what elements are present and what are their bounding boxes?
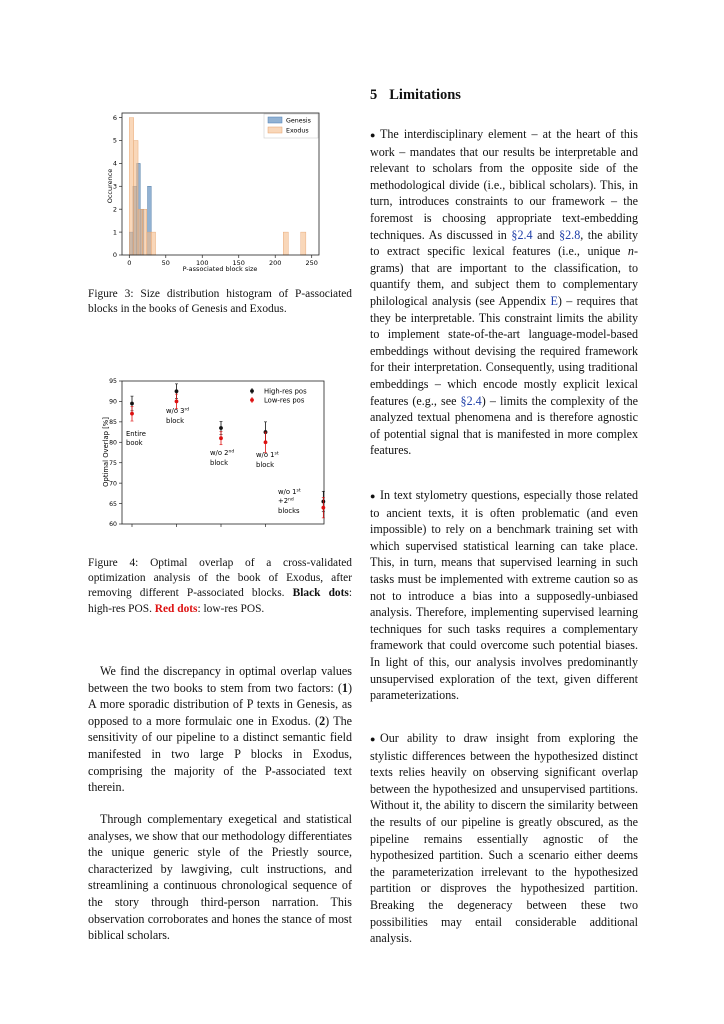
histogram-bar-exodus-1 — [134, 140, 138, 255]
ref-section-2-8[interactable]: §2.8 — [559, 227, 581, 242]
figure-3-caption: Figure 3: Size distribution histogram of P-associated blocks in the books of Genesis and Exodus. — [88, 288, 352, 316]
histogram-bar-exodus-2 — [138, 209, 142, 255]
histogram-bar-exodus-3 — [142, 209, 146, 255]
histogram-xtick-3: 150 — [232, 259, 245, 267]
histogram-ytick-1: 1 — [112, 228, 117, 237]
histogram-ylabel: Occurence — [106, 168, 114, 204]
annotation-wo-1st-2nd-3: blocks — [278, 507, 300, 515]
legend-marker-high-res — [250, 389, 254, 393]
histogram-ytick-0: 0 — [112, 251, 117, 260]
annotation-entire-book-2: book — [126, 439, 143, 447]
point-high-res-0 — [130, 402, 134, 406]
annotation-wo-1st-2nd-2: +2nd — [278, 497, 294, 505]
histogram-ytick-4: 4 — [112, 159, 117, 168]
scatter-ytick-7: 95 — [109, 378, 117, 386]
point-low-res-2 — [219, 436, 223, 440]
ref-section-2-4[interactable]: §2.4 — [511, 227, 533, 242]
annotation-wo-2nd-2: block — [210, 459, 229, 467]
histogram-bar-exodus-7 — [301, 232, 306, 255]
legend-label-genesis: Genesis — [286, 117, 311, 125]
legend-label-low-res: Low-res pos — [264, 396, 305, 405]
scatter-annotations — [126, 407, 301, 516]
point-low-res-4 — [321, 506, 325, 510]
point-low-res-1 — [175, 400, 179, 404]
point-low-res-3 — [264, 440, 268, 444]
point-low-res-0 — [130, 412, 134, 416]
annotation-wo-3rd-2: block — [166, 417, 185, 425]
histogram-xtick-5: 250 — [305, 259, 318, 267]
figure-4-caption: Figure 4: Optimal overlap of a cross-validated optimization analysis of the book of Exodus, after removing different P-associated blocks. Black dots: high-res POS. Red dots: low-res POS. — [88, 557, 353, 615]
caption-red-dots: Red dots — [154, 602, 198, 615]
histogram-ytick-5: 5 — [112, 136, 117, 145]
limitation-bullet-2: ● In text stylometry questions, especially those related to ancient texts, it is often problematic (and even impossible) to rely on a benchmark training set with which supervised statistical learning can take place. This, in turn, means that supervised learning in such tasks must be implemented with extreme caution so as not to introduce a bias into a supposedly-unbiased analysis. Therefore, implementing supervised learning techniques for such tasks requires a complementary framework that could overcome such potential biases. In light of this, our analysis involves predominantly unsupervised exploration of the text, given different parameterizations. — [370, 488, 638, 703]
discrepancy-paragraph: We find the discrepancy in optimal overlap values between the two books to stem from two factors: (1) A more sporadic distribution of P texts in Genesis, as opposed to a more formulaic one in Exodus. (2) The sensitivity of our pipeline to a distinct semantic field manifested in two large P blocks in Exodus, comprising the majority of the P-associated text therein. — [88, 664, 352, 795]
limitation-bullet-3: ● Our ability to draw insight from exploring the stylistic differences between the hypothesized distinct texts relies heavily on observing significant overlap between the hypothesized and unsupervised partitions. Without it, the ability to discern the similarity between the results of our pipeline is greatly obscured, as the pipeline remains essentially agnostic of the hypothesized partition. Such a scenario either deems the parameterization irrelevant to the hypothesized partition or disproves the hypothesized partition. Breaking the degeneracy between these two possibilities may entail considerable additional analysis. — [370, 731, 638, 946]
histogram-ytick-6: 6 — [112, 113, 117, 122]
ref-appendix-e[interactable]: E — [550, 293, 558, 308]
point-high-res-1 — [175, 389, 179, 393]
scatter-ytick-2: 70 — [109, 480, 117, 488]
annotation-wo-1st-2nd: w/o 1st — [278, 488, 301, 496]
histogram-xtick-2: 100 — [196, 259, 209, 267]
annotation-entire-book: Entire — [126, 430, 146, 438]
conclusion-paragraph: Through complementary exegetical and statistical analyses, we show that our methodology differentiates the unique generic style of the Priestly source, characterized by lawgiving, cult instructions, and streamlining a continuous chronological sequence of the story through third-person narration. This observation corroborates and hones the stance of most biblical scholars. — [88, 812, 352, 943]
scatter-ytick-6: 90 — [109, 398, 117, 406]
annotation-wo-2nd: w/o 2nd — [210, 449, 235, 457]
histogram-ytick-3: 3 — [112, 182, 117, 191]
histogram-xlabel: P-associated block size — [182, 265, 258, 273]
legend-swatch-genesis — [268, 117, 282, 123]
legend-swatch-exodus — [268, 127, 282, 133]
annotation-wo-1st-2: block — [256, 461, 275, 469]
histogram-bar-exodus-0 — [129, 118, 133, 255]
scatter-ytick-1: 65 — [109, 500, 117, 508]
annotation-wo-1st: w/o 1st — [256, 451, 279, 459]
section-heading-limitations: 5 Limitations — [370, 87, 461, 103]
caption-black-dots: Black dots — [292, 587, 349, 600]
scatter-legend — [250, 388, 307, 405]
scatter-ytick-5: 85 — [109, 419, 117, 427]
legend-marker-low-res — [250, 398, 254, 402]
histogram-bar-exodus-5 — [151, 232, 155, 255]
scatter-ytick-4: 80 — [109, 439, 117, 447]
scatter-ytick-0: 60 — [109, 521, 117, 529]
legend-label-exodus: Exodus — [286, 127, 309, 135]
histogram-bar-exodus-4 — [147, 232, 151, 255]
scatter-ytick-3: 75 — [109, 459, 117, 467]
legend-label-high-res: High-res pos — [264, 387, 307, 396]
histogram-ytick-2: 2 — [112, 205, 117, 214]
figure-3-histogram — [100, 108, 328, 278]
figure-4-scatter — [100, 376, 332, 532]
point-high-res-2 — [219, 426, 223, 430]
histogram-bar-exodus-6 — [283, 232, 288, 255]
annotation-wo-3rd: w/o 3rd — [166, 407, 190, 415]
histogram-xtick-1: 50 — [161, 259, 170, 267]
histogram-legend — [264, 114, 318, 138]
ref-section-2-4-b[interactable]: §2.4 — [460, 393, 482, 408]
scatter-ylabel: Optimal Overlap [%] — [102, 417, 110, 487]
limitation-bullet-1: ● The interdisciplinary element – at the heart of this work – mandates that our results be interpretable and relevant to scholars from the opposite side of the methodological divide (i.e., biblical scholars). This, in turn, introduces constraints to our framework – the foremost is choosing appropriate text-embedding techniques. As discussed in §2.4 and §2.8, the ability to extract specific lexical features (i.e., unique n-grams) that are important to the classification, to quantify them, and subject them to complementary philological analysis (see Appendix E) – requires that they be interpretable. This constraint limits the ability to implement state-of-the-art language-model-based embeddings without devising the required framework for their interpretation. Consequently, using traditional embeddings – which encode mostly explicit lexical features (e.g., see §2.4) – limits the complexity of the analyzed textual phenomena and is therefore agnostic of potential signal that is manifested in more complex features. — [370, 127, 639, 458]
histogram-xtick-4: 200 — [269, 259, 282, 267]
histogram-xtick-0: 0 — [127, 259, 132, 267]
